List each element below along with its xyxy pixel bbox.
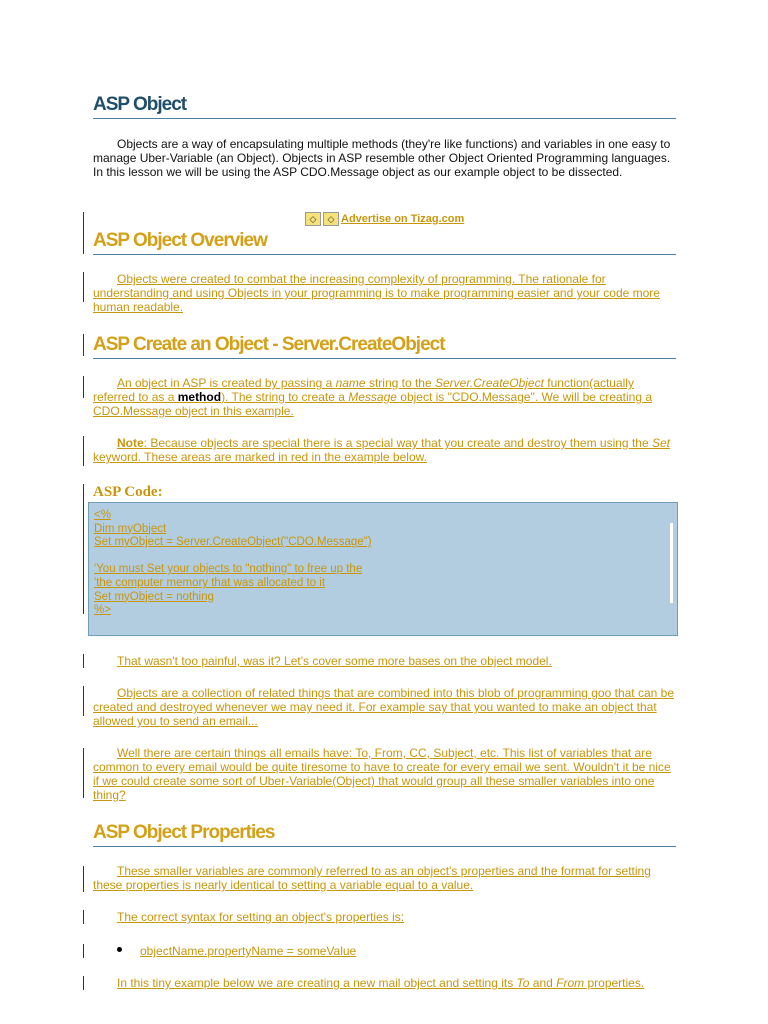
code-line: Set myObject = Server.CreateObject("CDO.Message")	[94, 536, 372, 549]
collection-paragraph[interactable]: Objects are a collection of related things that are combined into this blob of programming goo that can be created and destroyed whenever we may need it. For example say that you wanted to make an object that allowed you to send an email...	[93, 686, 674, 728]
code-line: Dim myObject	[94, 522, 167, 535]
margin-marker	[83, 944, 84, 958]
margin-marker	[83, 436, 84, 466]
margin-marker	[83, 212, 84, 254]
syntax-bullet[interactable]: objectName.propertyName = someValue	[140, 944, 357, 958]
text-span: string to the	[365, 376, 435, 390]
code-lines	[94, 509, 372, 618]
margin-marker	[83, 376, 84, 398]
page-title: ASP Object	[93, 94, 676, 119]
margin-marker	[83, 866, 84, 892]
advertise-link[interactable]: Advertise on Tizag.com	[341, 213, 465, 225]
code-line: Set myObject = nothing	[94, 590, 214, 603]
text-span: name	[335, 376, 366, 390]
text-span: function(actually referred to as a	[93, 376, 634, 404]
syntax-paragraph[interactable]: The correct syntax for setting an object's properties is:	[117, 910, 405, 924]
code-line: 'the computer memory that was allocated to it	[94, 576, 326, 589]
heading-create-object: ASP Create an Object - Server.CreateObject	[93, 334, 676, 359]
code-block[interactable]	[88, 502, 678, 636]
text-span: properties.	[584, 976, 645, 990]
text-span: To	[516, 976, 530, 990]
code-label: ASP Code:	[93, 484, 163, 500]
margin-marker	[83, 748, 84, 798]
code-line	[94, 550, 372, 564]
text-span: keyword. These areas are marked in red in the example below.	[93, 450, 427, 464]
create-paragraph[interactable]	[93, 376, 676, 418]
margin-marker	[83, 910, 84, 924]
intro-paragraph: Objects are a way of encapsulating multiple methods (they're like functions) and variables in one easy to manage Uber-Variable (an Object). Objects in ASP resemble other Object Oriented Programming languages. In this lesson we will be using the ASP CDO.Message object as our example object to be dissected.	[93, 137, 671, 179]
text-span: In this tiny example below we are creating a new mail object and setting its	[117, 976, 517, 990]
text-span: and	[529, 976, 557, 990]
text-span: method	[177, 390, 222, 404]
margin-marker	[83, 484, 84, 614]
text-span: Message	[348, 390, 397, 404]
margin-marker	[83, 334, 84, 356]
advert-icon: ◇	[305, 212, 321, 226]
advert-banner[interactable]	[305, 212, 464, 226]
overview-paragraph[interactable]: Objects were created to combat the increasing complexity of programming. The rationale for understanding and using Objects in your programming is to make programming easier and your code more human readable.	[93, 272, 660, 314]
text-span: From	[556, 976, 585, 990]
bullet-dot	[117, 947, 122, 952]
text-span: An object in ASP is created by passing a	[117, 376, 336, 390]
note-label: Note	[117, 436, 144, 450]
text-span: ). The string to create a	[221, 390, 349, 404]
text-span: Server.CreateObject	[434, 376, 544, 390]
heading-properties: ASP Object Properties	[93, 822, 676, 847]
margin-marker	[83, 976, 84, 990]
code-scrollbar[interactable]	[670, 523, 673, 603]
text-span: Set	[651, 436, 670, 450]
text-span: object is "CDO.Message". We will be creating a CDO.Message object in this example.	[93, 390, 653, 418]
note-paragraph[interactable]	[93, 436, 676, 464]
margin-marker	[83, 686, 84, 716]
text-span: : Because objects are special there is a special way that you create and destroy them using the	[143, 436, 652, 450]
tiny-example-paragraph[interactable]	[93, 976, 676, 990]
margin-marker	[83, 654, 84, 668]
code-line: <%	[94, 509, 111, 521]
properties-paragraph[interactable]: These smaller variables are commonly referred to as an object's properties and the format for setting these properties is nearly identical to setting a variable equal to a value.	[93, 864, 651, 892]
advert-icon: ◇	[323, 212, 339, 226]
email-paragraph[interactable]: Well there are certain things all emails have: To, From, CC, Subject, etc. This list of variables that are common to every email would be quite tiresome to have to create for every email we sent. Wouldn't it be nice if we could create some sort of Uber-Variable(Object) that would group all these smaller variables into one thing?	[93, 746, 671, 802]
painful-paragraph[interactable]: That wasn't too painful, was it? Let's cover some more bases on the object model.	[117, 654, 552, 668]
heading-overview: ASP Object Overview	[93, 230, 676, 255]
code-line: %>	[94, 604, 111, 617]
code-line: 'You must Set your objects to "nothing" to free up the	[94, 563, 363, 576]
margin-marker	[83, 272, 84, 302]
